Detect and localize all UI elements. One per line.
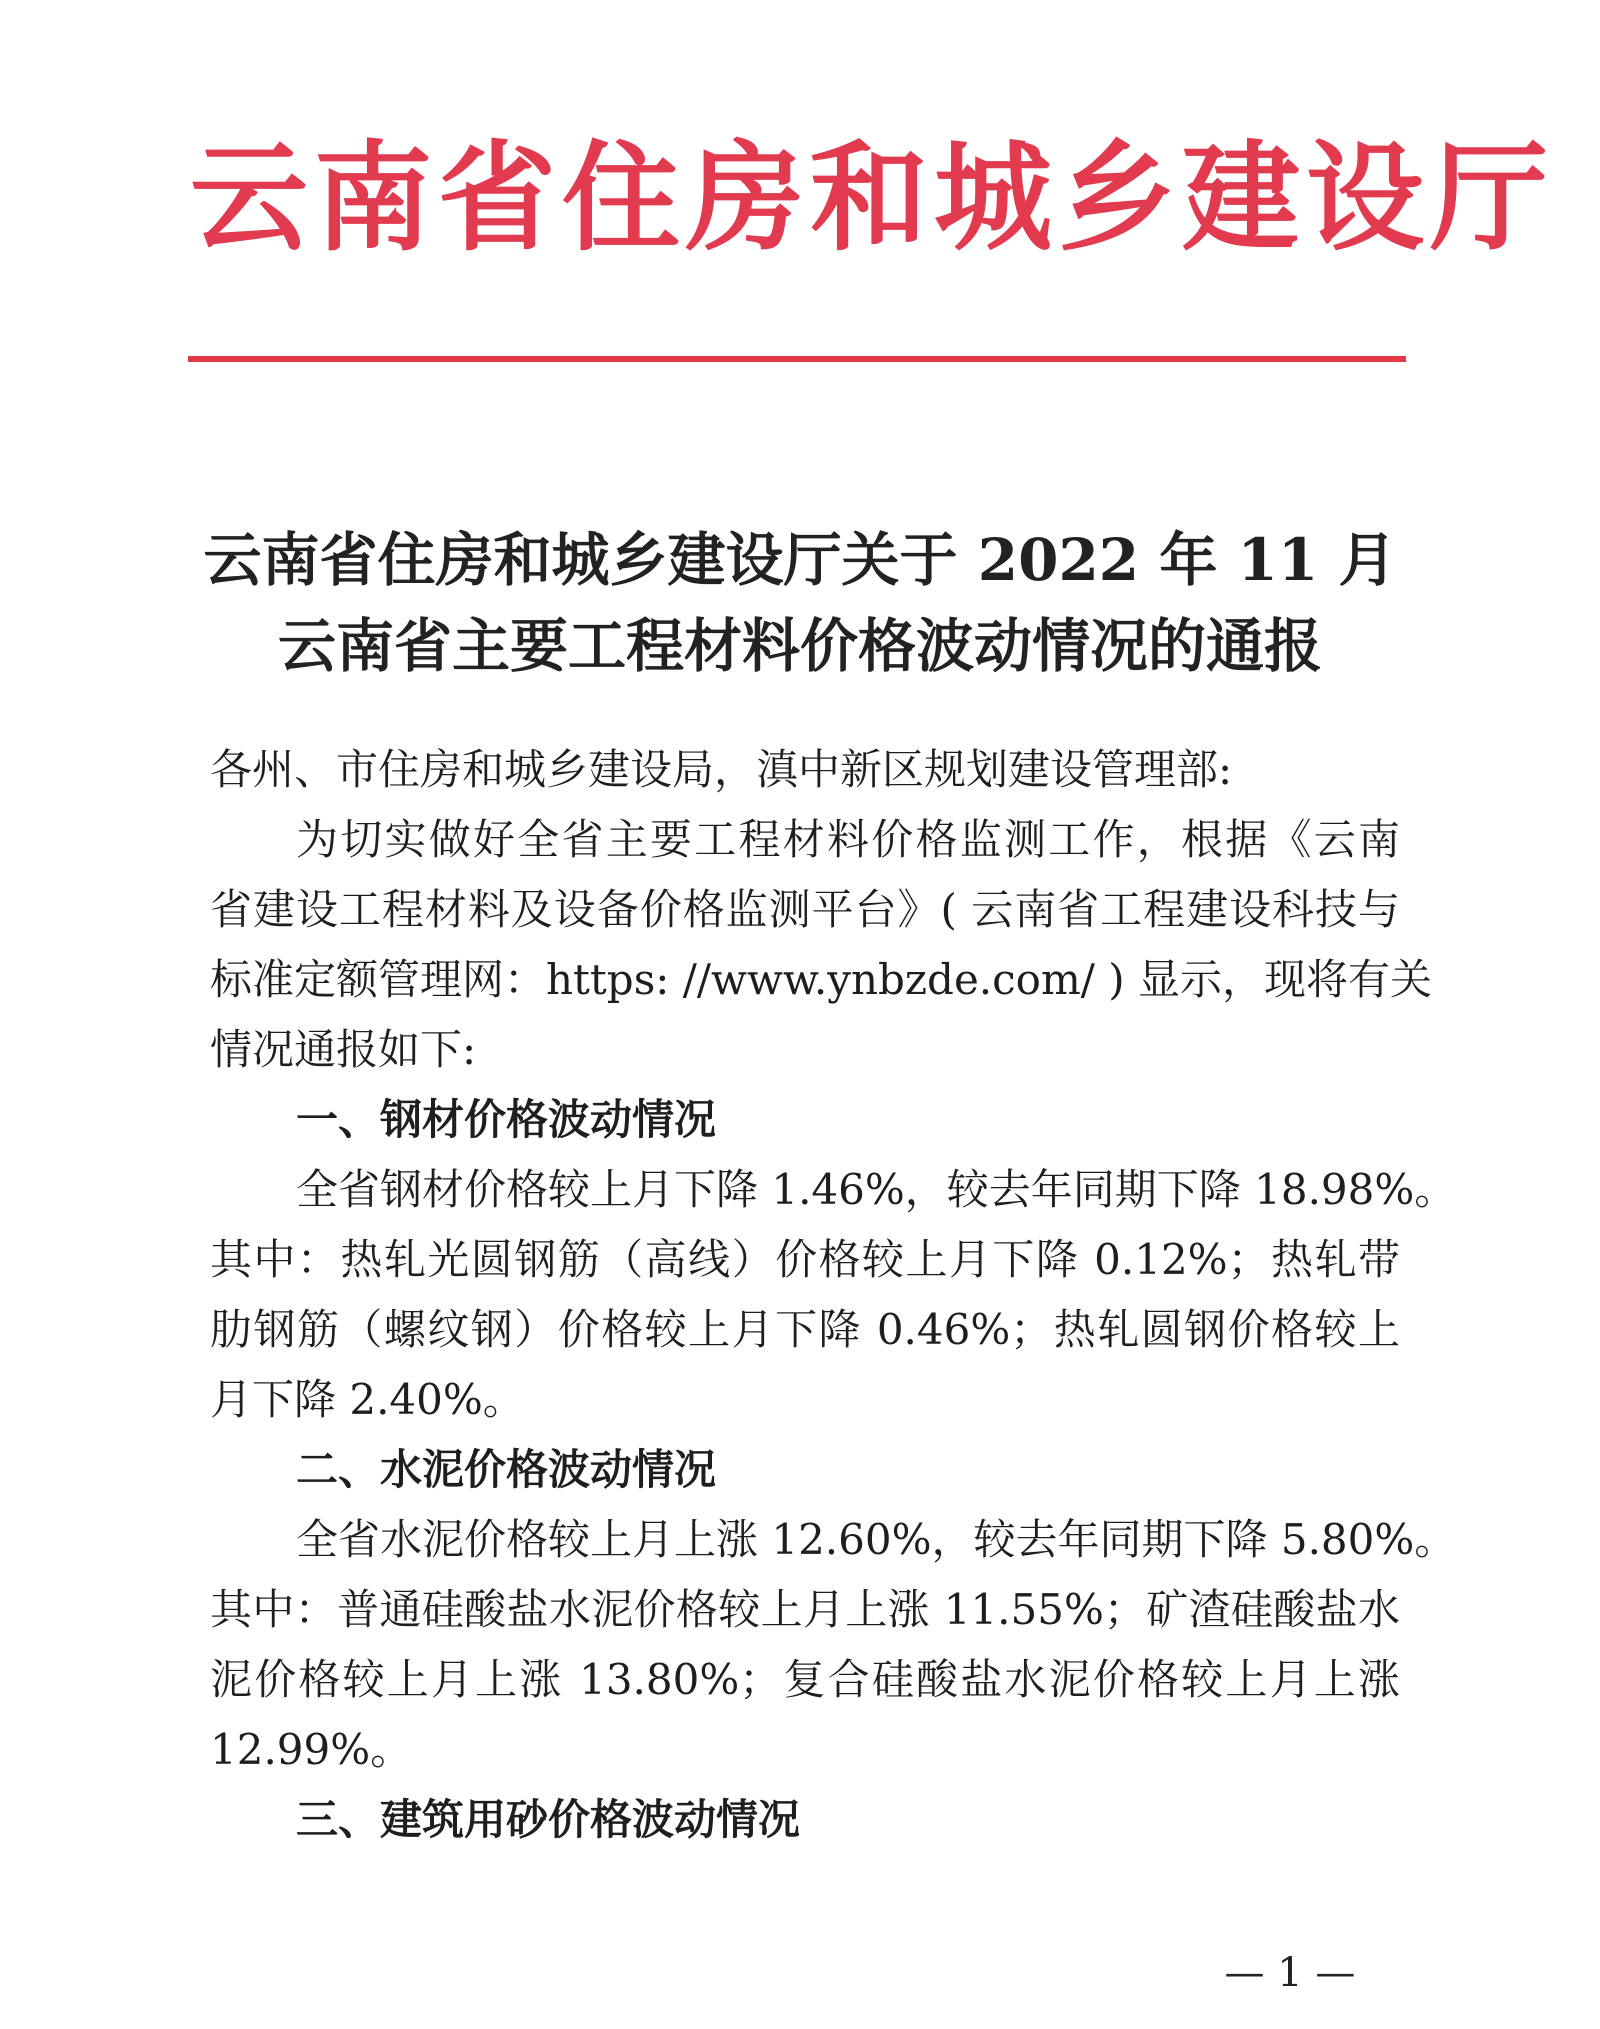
intro-paragraph-line: 情况通报如下: bbox=[210, 1025, 477, 1074]
steel-paragraph-line: 肋钢筋（螺纹钢）价格较上月下降 0.46%；热轧圆钢价格较上 bbox=[210, 1305, 1400, 1354]
document-title-line-2: 云南省主要工程材料价格波动情况的通报 bbox=[277, 612, 1322, 680]
section-heading-cement: 二、水泥价格波动情况 bbox=[296, 1445, 717, 1494]
cement-paragraph-line: 全省水泥价格较上月上涨 12.60%，较去年同期下降 5.80%。 bbox=[296, 1515, 1457, 1564]
letterhead-agency-name: 云南省住房和城乡建设厅 bbox=[190, 128, 1555, 267]
cement-paragraph-line: 泥价格较上月上涨 13.80%；复合硅酸盐水泥价格较上月上涨 bbox=[210, 1655, 1400, 1704]
section-heading-sand: 三、建筑用砂价格波动情况 bbox=[296, 1795, 801, 1844]
cement-paragraph-line: 其中：普通硅酸盐水泥价格较上月上涨 11.55%；矿渣硅酸盐水 bbox=[210, 1585, 1400, 1634]
steel-paragraph-line: 月下降 2.40%。 bbox=[210, 1375, 525, 1424]
steel-paragraph-line: 其中：热轧光圆钢筋（高线）价格较上月下降 0.12%；热轧带 bbox=[210, 1235, 1400, 1284]
section-heading-steel: 一、钢材价格波动情况 bbox=[296, 1095, 717, 1144]
intro-paragraph-line: 省建设工程材料及设备价格监测平台》( 云南省工程建设科技与 bbox=[210, 885, 1400, 934]
intro-paragraph-line: 为切实做好全省主要工程材料价格监测工作，根据《云南 bbox=[296, 815, 1400, 864]
intro-paragraph-line: 标准定额管理网：https: //www.ynbzde.com/ ) 显示，现将有关 bbox=[210, 955, 1433, 1004]
page-number: — 1 — bbox=[1224, 1950, 1356, 1996]
cement-paragraph-line: 12.99%。 bbox=[210, 1725, 413, 1774]
steel-paragraph-line: 全省钢材价格较上月下降 1.46%，较去年同期下降 18.98%。 bbox=[296, 1165, 1457, 1214]
salutation: 各州、市住房和城乡建设局，滇中新区规划建设管理部: bbox=[210, 745, 1233, 794]
document-title-line-1: 云南省住房和城乡建设厅关于 2022 年 11 月 bbox=[203, 526, 1397, 594]
letterhead-red-rule bbox=[188, 356, 1406, 362]
